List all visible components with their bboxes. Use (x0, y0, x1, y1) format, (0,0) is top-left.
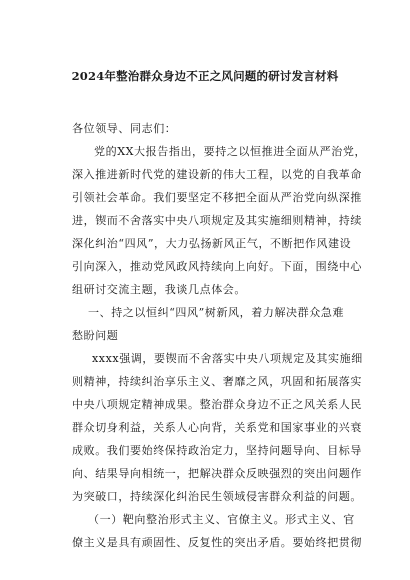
paragraph-line: 深入推进新时代党的建设新的伟大工程，以党的自我革命 (72, 168, 362, 181)
paragraph-line: 深化纠治“四风”，大力弘扬新风正气，不断把作风建设 (72, 237, 352, 250)
section-heading: 愁盼问题 (72, 329, 119, 342)
paragraph-line: 成败。我们要始终保持政治定力，坚持问题导向、目标导 (72, 444, 362, 457)
paragraph-line: 引领社会革命。我们要坚定不移把全面从严治党向纵深推 (72, 191, 362, 204)
document-body (72, 117, 367, 554)
subsection-heading: （一）靶向整治形式主义、官僚主义。形式主义、官 (88, 513, 355, 526)
paragraph-line: 则精神，持续纠治享乐主义、奢靡之风，巩固和拓展落实 (72, 375, 362, 388)
paragraph-line: 为突破口，持续深化纠治民生领域侵害群众利益的问题。 (72, 490, 362, 503)
paragraph-line: 进，锲而不舍落实中央八项规定及其实施细则精神，持续 (72, 214, 362, 227)
section-heading: 一、持之以恒纠“四风”树新风，着力解决群众急难 (88, 306, 345, 319)
paragraph-line: 群众切身利益，关系人心向背，关系党和国家事业的兴衰 (72, 421, 362, 434)
document-title: 2024年整治群众身边不正之风问题的研讨发言材料 (71, 69, 339, 83)
paragraph-line: 党的XX大报告指出，要持之以恒推进全面从严治党， (94, 145, 367, 158)
paragraph-line: xxxx强调，要锲而不舍落实中央八项规定及其实施细 (92, 352, 363, 365)
salutation: 各位领导、同志们： (72, 122, 177, 135)
paragraph-line: 引向深入，推动党风政风持续向上向好。下面，围绕中心 (72, 260, 362, 273)
paragraph-line: 向、结果导向相统一，把解决群众反映强烈的突出问题作 (72, 467, 362, 480)
paragraph-line: 组研讨交流主题，我谈几点体会。 (72, 283, 246, 296)
paragraph-line: 僚主义是具有顽固性、反复性的突出矛盾。要始终把贯彻 (72, 536, 362, 549)
paragraph-line: 中央八项规定精神成果。整治群众身边不正之风关系人民 (72, 398, 362, 411)
